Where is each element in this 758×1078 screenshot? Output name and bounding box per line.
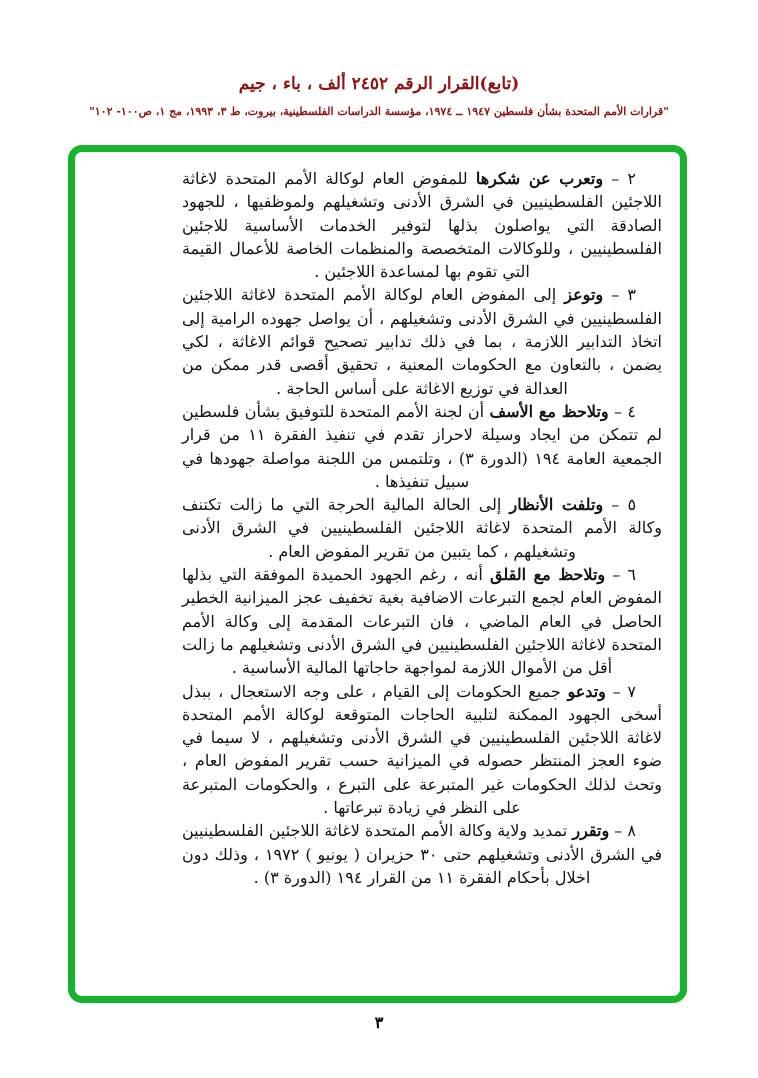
paragraph-body: تمديد ولاية وكالة الأمم المتحدة لاغاثة اللاجئين الفلسطينيين في الشرق الأدنى وتشغيلهم حتى ٣٠ حزيران ( يونيو ) ١٩٧٢ ، وذلك دون اخلال بأحكام الفقرة ١١ من القرار ١٩٤ (الدورة ٣) . (182, 821, 663, 887)
paragraph-lead-bold: وتلاحظ مع الأسف (489, 401, 609, 421)
paragraph-lead-bold: وتقرر (572, 821, 610, 841)
paragraph-lead-bold: وتلفت الأنظار (509, 495, 604, 515)
paragraph-body: إلى المفوض العام لوكالة الأمم المتحدة لاغاثة اللاجئين الفلسطينيين في الشرق الأدنى وتشغيلهم ، أن يواصل جهوده الرامية إلى اتخاذ التدابير اللازمة ، بما في ذلك تدابير تصحيح قوائم الاغاثة ، لكي يضمن ، بالتعاون مع الحكومات المعنية ، تحقيق أقصى قدر ممكن من العدالة في توزيع الاغاثة على أساس الحاجة . (182, 285, 662, 398)
paragraph-number: ٣ – (603, 285, 637, 305)
resolution-paragraph-3 (182, 283, 662, 399)
resolution-text (182, 167, 662, 889)
paragraph-body: أنه ، رغم الجهود الحميدة الموفقة التي بذلها المفوض العام لجمع التبرعات الاضافية بغية تخفيف عجز الميزانية الخطير الحاصل في العام الماضي ، فان التبرعات المقدمة إلى وكالة الأمم المتحدة لاغاثة اللاجئين الفلسطينيين في الشرق الأدنى وتشغيلهم ما زالت أقل من الأموال اللازمة لمواجهة حاجاتها المالية الأساسية . (182, 565, 662, 678)
paragraph-number: ٦ – (605, 565, 637, 585)
resolution-paragraph-2 (182, 167, 662, 283)
paragraph-body: للمفوض العام لوكالة الأمم المتحدة لاغاثة اللاجئين الفلسطينيين في الشرق الأدنى وتشغيلهم ولموظفيها ، للجهود الصادقة التي يواصلون بذلها لتوفير الخدمات الأساسية للاجئين الفلسطينيين ، وللوكالات المتخصصة والمنظمات الخاصة للأعمال القيمة التي تقوم بها لمساعدة اللاجئين . (182, 169, 662, 282)
paragraph-lead-bold: وتدعو (567, 681, 606, 701)
paragraph-number: ٧ – (605, 681, 637, 701)
paragraph-body: أن لجنة الأمم المتحدة للتوفيق بشأن فلسطين لم تتمكن من ايجاد وسيلة لاحراز تقدم في تنفيذ الفقرة ١١ من قرار الجمعية العامة ١٩٤ (الدورة ٣) ، وتلتمس من اللجنة مواصلة جهودها في سبيل تنفيذها . (182, 401, 663, 491)
resolution-paragraph-6 (182, 563, 662, 679)
paragraph-lead-bold: وتوعز (564, 285, 604, 305)
paragraph-lead-bold: وتعرب عن شكرها (475, 169, 604, 188)
resolution-paragraph-7 (182, 680, 662, 820)
resolution-title: (تابع)القرار الرقم ٢٤٥٢ ألف ، باء ، جيم (238, 74, 520, 94)
paragraph-number: ٢ – (603, 169, 636, 188)
resolution-paragraph-5 (182, 493, 662, 563)
paragraph-body: جميع الحكومات إلى القيام ، على وجه الاستعجال ، ببذل أسخى الجهود الممكنة لتلبية الحاجات المتوقعة لوكالة الأمم المتحدة لاغاثة اللاجئين الفلسطينيين في الشرق الأدنى وتشغيلهم ، لا سيما في ضوء العجز المنتظر حصوله في الميزانية حسب تقرير المفوض العام ، وتحث لذلك الحكومات غير المتبرعة على التبرع ، والحكومات المتبرعة على النظر في زيادة تبرعاتها . (182, 681, 662, 818)
paragraph-lead-bold: وتلاحظ مع القلق (489, 565, 606, 585)
page-number: ٣ (374, 1013, 384, 1032)
paragraph-number: ٥ – (603, 495, 637, 515)
source-citation: "قرارات الأمم المتحدة بشأن فلسطين ١٩٤٧ ــ ١٩٧٤، مؤسسة الدراسات الفلسطينية، بيروت، ط ٣، ١٩٩٣، مج ١، ص١٠٠- ١٠٢" (89, 105, 669, 118)
paragraph-number: ٨ – (609, 821, 636, 841)
paragraph-body: إلى الحالة المالية الحرجة التي ما زالت تكتنف وكالة الأمم المتحدة لاغاثة اللاجئين الفلسطينيين في الشرق الأدنى وتشغيلهم ، كما يتبين من تقرير المفوض العام . (182, 495, 662, 561)
paragraph-number: ٤ – (608, 401, 637, 421)
resolution-paragraph-8 (182, 819, 662, 889)
resolution-paragraph-4 (182, 400, 662, 493)
